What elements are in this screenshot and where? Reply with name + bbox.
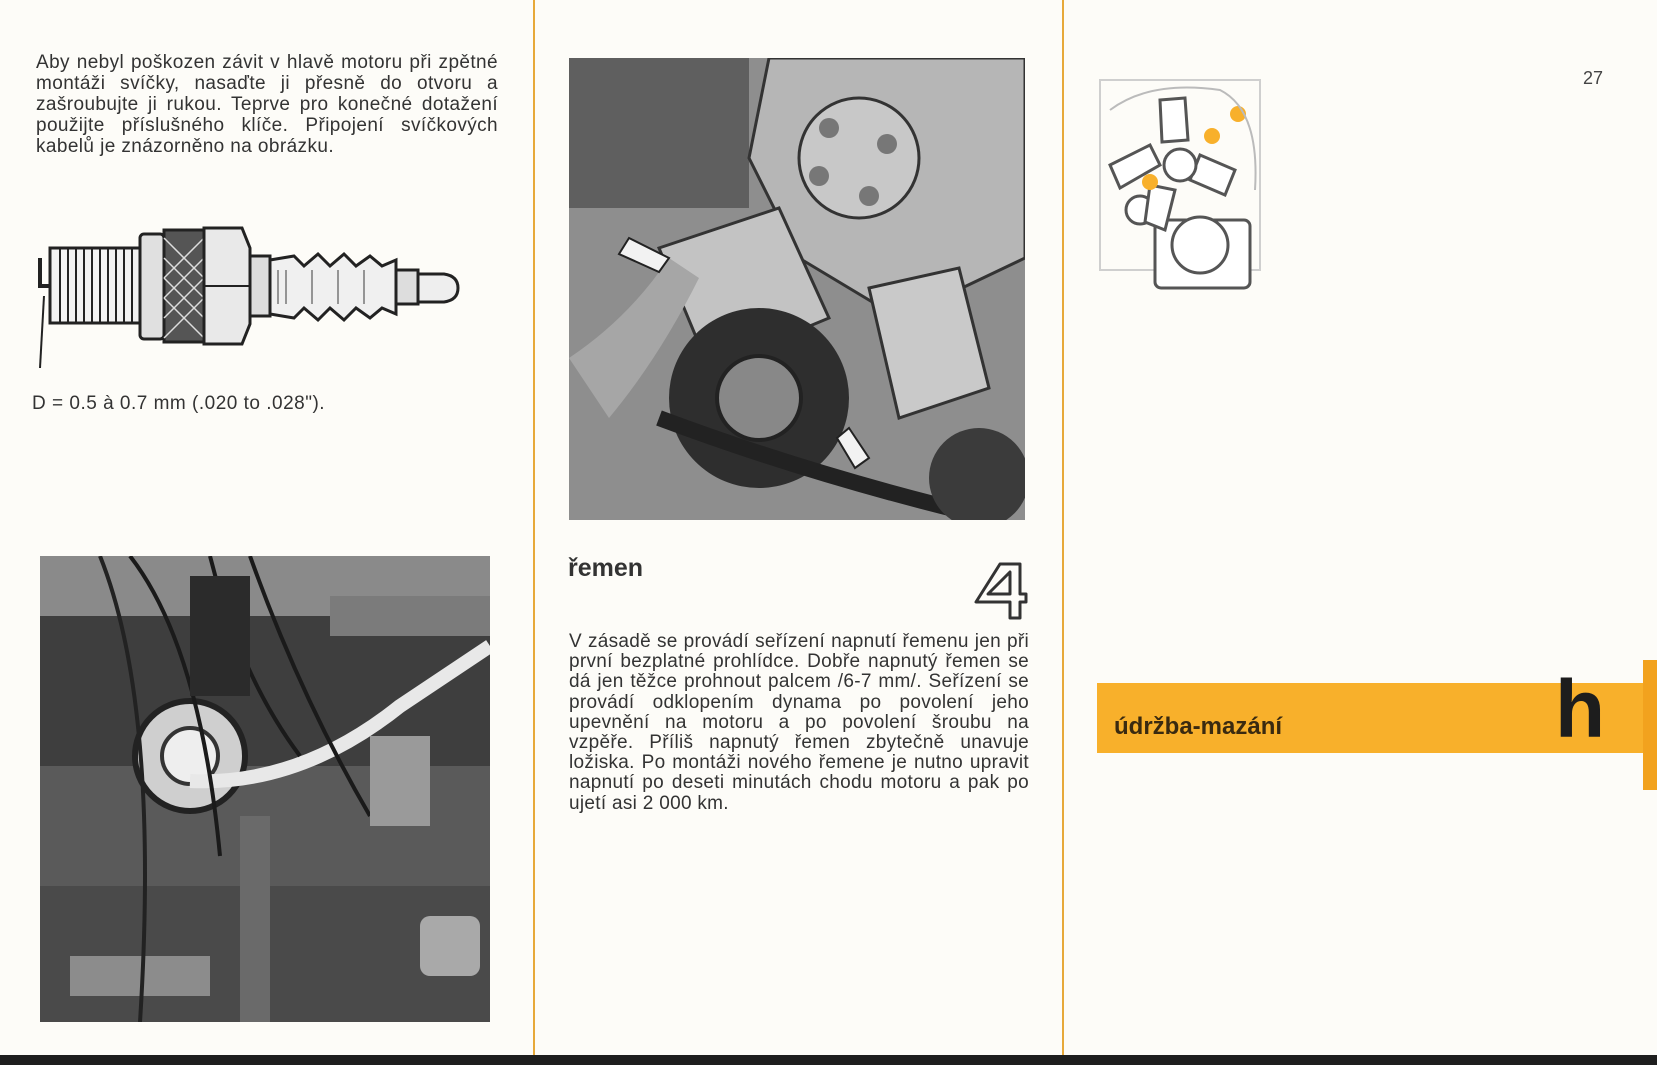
chapter-tab-edge	[1643, 660, 1657, 790]
engine-diagram-icon	[1090, 70, 1270, 295]
chapter-label: údržba-mazání	[1114, 713, 1283, 740]
section-number-icon	[970, 560, 1030, 622]
engine-wiring-photo	[40, 556, 490, 1022]
chapter-letter: h	[1555, 664, 1606, 755]
chapter-tab	[1097, 664, 1645, 755]
middle-column	[535, 0, 1062, 1055]
spark-plug-illustration	[32, 218, 462, 388]
electrode-gap-spec: D = 0.5 à 0.7 mm (.020 to .028").	[32, 393, 326, 414]
section-title: řemen	[568, 554, 644, 582]
bottom-shadow	[0, 1055, 1657, 1065]
section-number-badge	[970, 560, 1030, 622]
left-column	[0, 0, 533, 1055]
engine-diagram	[1090, 70, 1270, 295]
page-number: 27	[1583, 68, 1604, 88]
right-column	[1064, 0, 1657, 1055]
spark-plug-instructions: Aby nebyl poškozen závit v hlavě motoru při zpětné montáži svíčky, nasaďte ji přesně do otvoru a zašroubujte ji rukou. Teprve pro konečné dotažení použijte příslušného klíče. Připojení svíčkových kabelů je znázorněno na obrázku.	[36, 52, 498, 157]
fan-belt-photo	[569, 58, 1025, 520]
belt-instructions: V zásadě se provádí seřízení napnutí řemenu jen při první bezplatné prohlídce. Dobře napnutý řemen se dá jen těžce prohnout palcem /6-7 mm/. Seřízení se provádí odklopením dynama po povolení jeho upevnění na motoru a po povolení šroubu na vzpěře. Příliš napnutý řemen zbytečně unavuje ložiska. Po montáži nového řemene je nutno upravit napnutí po deseti minutách chodu motoru a pak po ujetí asi 2 000 km.	[569, 631, 1029, 814]
spark-plug-icon	[32, 218, 462, 383]
